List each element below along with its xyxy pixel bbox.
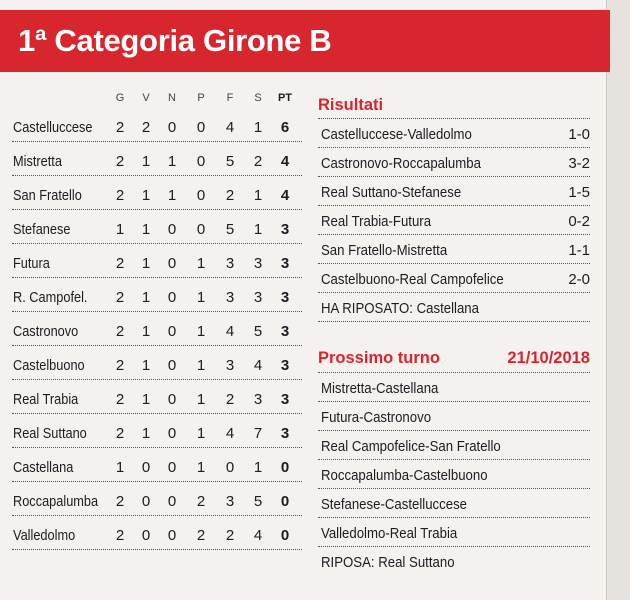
cell-pt: 6 [280,119,290,136]
cell-p: 1 [196,391,206,408]
cell-f: 4 [225,323,235,340]
table-row [12,380,302,414]
cell-pt: 3 [280,391,290,408]
cell-f: 2 [225,391,235,408]
cell-p: 0 [196,221,206,238]
match-name: Castelbuono-Real Campofelice [321,271,504,288]
cell-s: 3 [253,289,263,306]
result-row [318,148,590,177]
fixture-row [318,402,590,431]
cell-g: 2 [115,153,125,170]
match-score: 1-0 [568,126,590,143]
fixture-name: RIPOSA: Real Suttano [321,554,455,571]
match-name: Real Suttano-Stefanese [321,184,462,201]
fixture-row [318,547,590,575]
cell-p: 0 [196,153,206,170]
cell-p: 2 [196,493,206,510]
cell-n: 0 [167,357,177,374]
table-row [12,516,302,550]
team-name: Castelluccese [13,120,93,136]
cell-f: 2 [225,527,235,544]
team-name: Castellana [13,460,74,476]
cell-g: 2 [115,289,125,306]
cell-n: 0 [167,459,177,476]
match-score: 1-5 [568,184,590,201]
cell-s: 5 [253,323,263,340]
cell-s: 4 [253,527,263,544]
table-row [12,346,302,380]
cell-g: 2 [115,187,125,204]
cell-v: 0 [141,493,151,510]
cell-pt: 3 [280,357,290,374]
standings-table [12,92,302,550]
results-panel [318,92,590,575]
cell-v: 1 [141,357,151,374]
table-row [12,210,302,244]
fixture-row [318,460,590,489]
match-name: Real Trabia-Futura [321,213,432,230]
next-round-list [318,373,590,575]
cell-f: 3 [225,357,235,374]
cell-p: 1 [196,459,206,476]
standings-header [12,92,302,108]
table-row [12,108,302,142]
cell-v: 0 [141,459,151,476]
cell-pt: 4 [280,187,290,204]
result-row [318,177,590,206]
team-name: Futura [13,256,50,272]
fixture-name: Stefanese-Castelluccese [321,496,468,513]
cell-p: 2 [196,527,206,544]
cell-v: 1 [141,255,151,272]
cell-pt: 0 [280,527,290,544]
fixture-row [318,518,590,547]
column-header-f: F [226,92,234,104]
next-round-label: Prossimo turno [318,349,440,367]
cell-s: 7 [253,425,263,442]
table-row [12,482,302,516]
match-score: 0-2 [568,213,590,230]
team-name: Stefanese [13,222,71,238]
cell-f: 4 [225,119,235,136]
cell-g: 2 [115,493,125,510]
cell-pt: 3 [280,323,290,340]
cell-f: 3 [225,255,235,272]
team-name: Mistretta [13,154,62,170]
cell-s: 3 [253,255,263,272]
team-name: Valledolmo [13,528,76,544]
table-row [12,448,302,482]
cell-pt: 4 [280,153,290,170]
team-name: San Fratello [13,188,82,204]
team-name: Castelbuono [13,358,85,374]
cell-v: 1 [141,187,151,204]
cell-p: 1 [196,255,206,272]
next-round-title [318,344,590,373]
cell-g: 2 [115,425,125,442]
cell-p: 1 [196,289,206,306]
cell-g: 2 [115,391,125,408]
column-header-p: P [197,92,205,104]
cell-f: 4 [225,425,235,442]
cell-g: 2 [115,357,125,374]
cell-g: 2 [115,323,125,340]
cell-v: 1 [141,221,151,238]
header-banner [0,10,610,72]
cell-g: 2 [115,119,125,136]
fixture-row [318,489,590,518]
column-header-pt: PT [277,92,293,104]
cell-f: 5 [225,221,235,238]
cell-p: 0 [196,119,206,136]
cell-n: 0 [167,119,177,136]
cell-p: 0 [196,187,206,204]
cell-v: 1 [141,323,151,340]
team-name: R. Campofel. [13,290,88,306]
fixture-row [318,431,590,460]
fixture-name: Mistretta-Castellana [321,380,439,397]
cell-g: 2 [115,527,125,544]
cell-n: 0 [167,493,177,510]
column-header-n: N [168,92,176,104]
results-list [318,119,590,322]
table-row [12,278,302,312]
cell-f: 3 [225,289,235,306]
match-score: 3-2 [568,155,590,172]
result-row [318,235,590,264]
cell-n: 1 [167,153,177,170]
fixture-row [318,373,590,402]
cell-n: 1 [167,187,177,204]
cell-g: 1 [115,221,125,238]
cell-g: 1 [115,459,125,476]
fixture-name: Real Campofelice-San Fratello [321,438,501,455]
team-name: Real Suttano [13,426,87,442]
cell-f: 2 [225,187,235,204]
cell-pt: 3 [280,425,290,442]
fixture-name: Valledolmo-Real Trabia [321,525,458,542]
cell-s: 4 [253,357,263,374]
column-header-s: S [254,92,262,104]
cell-n: 0 [167,391,177,408]
cell-s: 3 [253,391,263,408]
results-title: Risultati [318,92,590,119]
cell-v: 0 [141,527,151,544]
standings-body [12,108,302,550]
result-row [318,119,590,148]
cell-v: 1 [141,425,151,442]
cell-v: 1 [141,153,151,170]
match-name: San Fratello-Mistretta [321,242,448,259]
cell-s: 5 [253,493,263,510]
cell-n: 0 [167,425,177,442]
cell-s: 1 [253,459,263,476]
cell-v: 1 [141,289,151,306]
fixture-name: Roccapalumba-Castelbuono [321,467,488,484]
table-row [12,244,302,278]
cell-v: 1 [141,391,151,408]
fixture-name: Futura-Castronovo [321,409,432,426]
cell-p: 1 [196,357,206,374]
cell-s: 1 [253,119,263,136]
match-name: Castelluccese-Valledolmo [321,126,472,143]
match-name: Castronovo-Roccapalumba [321,155,481,172]
team-name: Real Trabia [13,392,79,408]
cell-s: 2 [253,153,263,170]
cell-n: 0 [167,221,177,238]
cell-f: 5 [225,153,235,170]
cell-pt: 3 [280,255,290,272]
cell-pt: 0 [280,493,290,510]
match-name: HA RIPOSATO: Castellana [321,300,479,317]
table-row [12,414,302,448]
cell-n: 0 [167,289,177,306]
team-name: Roccapalumba [13,494,99,510]
cell-n: 0 [167,323,177,340]
table-row [12,176,302,210]
cell-g: 2 [115,255,125,272]
cell-pt: 3 [280,221,290,238]
cell-n: 0 [167,255,177,272]
result-row [318,293,590,322]
cell-pt: 3 [280,289,290,306]
cell-s: 1 [253,221,263,238]
cell-p: 1 [196,425,206,442]
column-header-v: V [142,92,150,104]
result-row [318,264,590,293]
table-row [12,312,302,346]
column-header-g: G [115,92,125,104]
cell-v: 2 [141,119,151,136]
page-title: 1ª Categoria Girone B [18,23,332,58]
match-score: 1-1 [568,242,590,259]
cell-s: 1 [253,187,263,204]
page-edge [606,0,630,600]
result-row [318,206,590,235]
cell-f: 3 [225,493,235,510]
match-score: 2-0 [568,271,590,288]
table-row [12,142,302,176]
cell-p: 1 [196,323,206,340]
cell-f: 0 [225,459,235,476]
cell-n: 0 [167,527,177,544]
cell-pt: 0 [280,459,290,476]
team-name: Castronovo [13,324,79,340]
next-round-date: 21/10/2018 [507,349,590,367]
